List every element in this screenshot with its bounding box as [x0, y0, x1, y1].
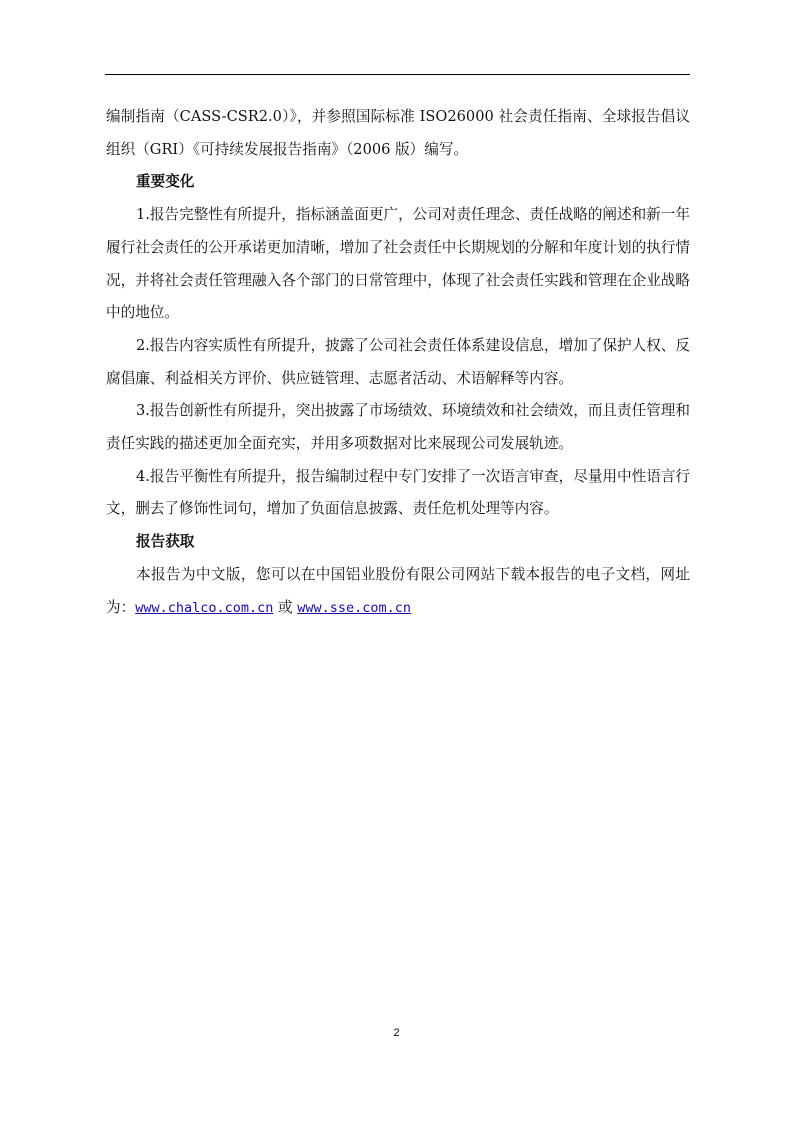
header-rule [105, 74, 690, 75]
access-paragraph [106, 559, 690, 624]
link-connector: 或 [273, 598, 298, 616]
change-item-1: 1.报告完整性有所提升，指标涵盖面更广，公司对责任理念、责任战略的阐述和新一年履行社会责任的公开承诺更加清晰，增加了社会责任中长期规划的分解和年度计划的执行情况，并将社会责任管理融入各个部门的日常管理中，体现了社会责任实践和管理在企业战略中的地位。 [106, 206, 690, 322]
sse-link[interactable]: www.sse.com.cn [297, 599, 412, 616]
intro-paragraph: 编制指南（CASS-CSR2.0）》，并参照国际标准 ISO26000 社会责任指南、全球报告倡议组织（GRI）《可持续发展报告指南》（2006 版）编写。 [106, 108, 690, 158]
change-item-3: 3.报告创新性有所提升，突出披露了市场绩效、环境绩效和社会绩效，而且责任管理和责任实践的描述更加全面充实，并用多项数据对比来展现公司发展轨迹。 [106, 402, 690, 453]
section-heading-access: 报告获取 [136, 533, 195, 551]
change-item-4: 4.报告平衡性有所提升，报告编制过程中专门安排了一次语言审查，尽量用中性语言行文，删去了修饰性词句，增加了负面信息披露、责任危机处理等内容。 [106, 467, 690, 518]
document-body [106, 101, 690, 624]
access-text: 本报告为中文版，您可以在中国铝业股份有限公司网站下载本报告的电子文档，网址为： [106, 565, 690, 616]
page-number: 2 [393, 1027, 400, 1039]
chalco-link[interactable]: www.chalco.com.cn [135, 599, 274, 616]
change-item-2: 2.报告内容实质性有所提升，披露了公司社会责任体系建设信息，增加了保护人权、反腐倡廉、利益相关方评价、供应链管理、志愿者活动、术语解释等内容。 [106, 336, 690, 387]
section-heading-changes: 重要变化 [136, 173, 195, 191]
